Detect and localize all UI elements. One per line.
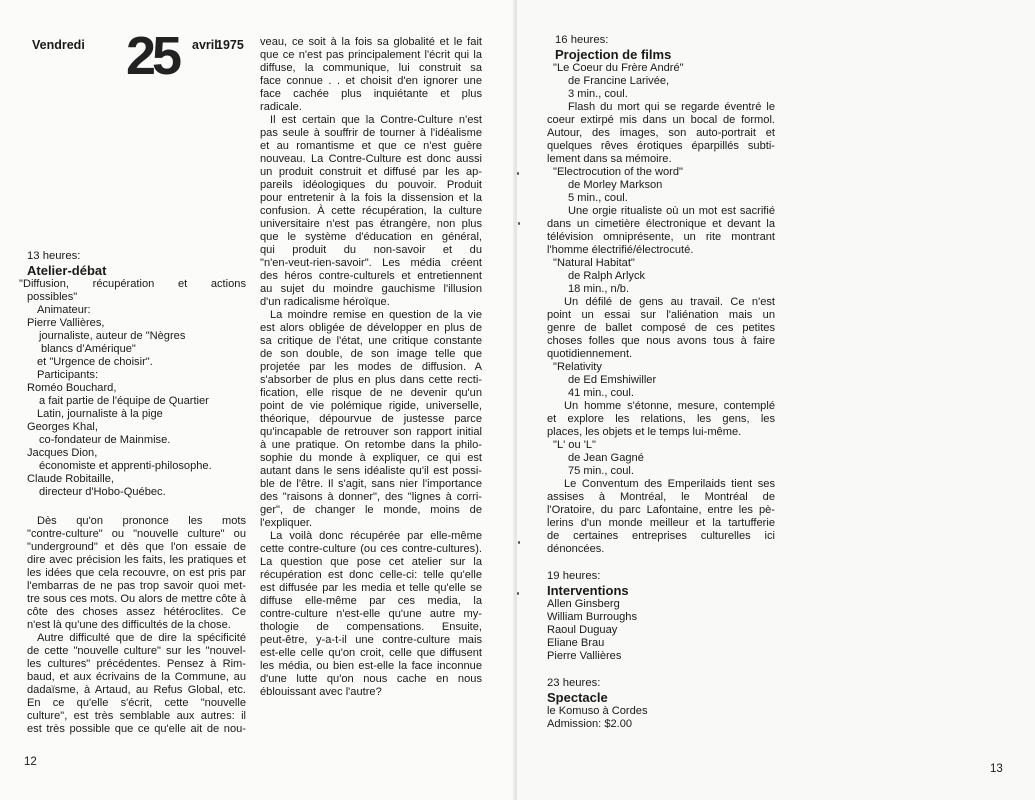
film-item: [547, 62, 775, 166]
text-line: un produit construit et diffusé par les ap-: [260, 166, 482, 178]
film-title: "Le Coeur du Frère André": [553, 62, 684, 74]
film-item: [547, 257, 775, 361]
text-line: à une pratique. On retombe dans la philo-: [260, 439, 482, 451]
text-line: l'embarras de ne pas trop savoir quoi met-: [27, 580, 246, 592]
text-line: nouveau. La Contre-Culture est donc aussi: [260, 153, 482, 165]
text-line: culture", est très semblable aux autres: il: [27, 710, 246, 722]
text-line: s'absorber de plus en plus dans cette recti-: [260, 374, 482, 386]
atelier-line: blancs d'Amérique": [41, 343, 136, 355]
film-description: lerins d'un monde meilleur et la tartufferie: [547, 517, 775, 529]
film-duration: 3 min., coul.: [568, 88, 628, 100]
film-description: Flash du mort qui se regarde éventré le: [568, 101, 775, 113]
film-description: lement dans sa mémoire.: [547, 153, 672, 165]
text-line: face connue . . et choisit d'en ignorer une: [260, 75, 482, 87]
event-time: 19 heures:: [547, 570, 601, 582]
text-line: En ce qu'elle s'écrit, cette "nouvelle: [27, 697, 246, 709]
film-description: assises à Montréal, le Montréal de: [547, 491, 775, 503]
text-line: sa critique de l'état, une critique constante: [260, 335, 482, 347]
day-of-week: Vendredi: [32, 38, 85, 52]
text-line: "contre-culture" ou "nouvelle culture" ou: [27, 528, 246, 540]
text-line: qui produit du non-savoir et du: [260, 244, 482, 256]
atelier-line: co-fondateur de Mainmise.: [39, 434, 171, 446]
text-line: que ce n'est pas principalement l'écrit qui la: [260, 49, 482, 61]
text-line: "n'en-veut-rien-savoir". Les média créent: [260, 257, 482, 269]
text-line: La voilà donc récupérée par elle-même: [270, 530, 482, 542]
atelier-line: Roméo Bouchard,: [27, 382, 117, 394]
event-title: Projection de films: [555, 47, 672, 62]
atelier-line: Pierre Vallières,: [27, 317, 105, 329]
text-line: pas seule à souffrir de tourner à l'idéalisme: [260, 127, 482, 139]
film-title: "Natural Habitat": [553, 257, 635, 269]
atelier-line: possibles": [27, 291, 78, 303]
text-line: ger", de changer le monde, moins de: [260, 504, 482, 516]
film-description: dénoncées.: [547, 543, 605, 555]
atelier-line: a fait partie de l'équipe de Quartier: [39, 395, 209, 407]
text-line: radicale.: [260, 101, 302, 113]
film-description: de certaines entreprises culturelles ici: [547, 530, 775, 542]
print-speck: [518, 541, 520, 544]
text-line: thologie de compensations. Ensuite,: [260, 621, 482, 633]
film-description: et explore les relations, les gens, les: [547, 413, 775, 425]
text-line: face cachée plus inquiétante et plus: [260, 88, 482, 100]
film-description: Autour, des images, son auto-portrait et: [547, 127, 775, 139]
atelier-column: [19, 250, 246, 736]
spectacle-line: Admission: $2.00: [547, 718, 633, 730]
text-line: diffuse elle-même par ces media, la: [260, 595, 482, 607]
text-line: baud, et aux écrivains de la Commune, au: [27, 671, 246, 683]
text-line: pareils idéologiques du pouvoir. Produit: [260, 179, 482, 191]
year: 1975: [216, 38, 244, 52]
text-line: tre sous ces mots. Ou alors de mettre côte à: [27, 593, 246, 605]
film-description: Un défilé de gens au travail. Ce n'est: [564, 296, 775, 308]
speaker-name: Eliane Brau: [547, 637, 605, 649]
film-description: télévision omniprésente, un rite montrant: [547, 231, 775, 243]
paragraph: [27, 632, 246, 736]
text-line: de son double, de son image telle que: [260, 348, 482, 360]
text-line: point de vie polémique rigide, universelle,: [260, 400, 482, 412]
film-duration: 18 min., n/b.: [568, 283, 630, 295]
film-description: l'Oratoire, du parc Lafontaine, entre les pè-: [547, 504, 775, 516]
film-title: "L' ou 'L": [553, 439, 596, 451]
film-author: de Ralph Arlyck: [568, 270, 646, 282]
text-line: récupération est donc celle-ci: telle qu'elle: [260, 569, 482, 581]
text-line: universitaire n'est pas étrangère, non plus: [260, 218, 482, 230]
film-duration: 75 min., coul.: [568, 465, 634, 477]
event-title: Spectacle: [547, 690, 608, 705]
atelier-line: Animateur:: [37, 304, 91, 316]
text-line: fication, elle risque de ne devenir qu'un: [260, 387, 482, 399]
film-description: genre de ballet composé de ces petites: [547, 322, 775, 334]
text-line: est diffusée par les media et telle qu'elle se: [260, 582, 482, 594]
film-author: de Ed Emshiwiller: [568, 374, 657, 386]
text-line: l'expliquer.: [260, 517, 313, 529]
speaker-name: William Burroughs: [547, 611, 638, 623]
paragraph: [260, 309, 482, 530]
print-speck: [518, 222, 520, 225]
print-speck: [517, 172, 519, 175]
atelier-line: et "Urgence de choisir".: [37, 356, 153, 368]
paragraph: [27, 515, 246, 632]
page-number-right: 13: [990, 763, 1003, 775]
text-line: d'une lutte qu'on nous cache en nous: [260, 673, 482, 685]
speaker-name: Raoul Duguay: [547, 624, 618, 636]
text-line: est-elle celle qu'on croit, celle que diffusent: [260, 647, 482, 659]
film-author: de Morley Markson: [568, 179, 663, 191]
interventions-section: [547, 570, 775, 663]
text-line: contre-culture n'est-elle qu'une autre my-: [260, 608, 482, 620]
program-column: [547, 34, 775, 731]
film-description: dans un cimetière électronique et devant la: [547, 218, 775, 230]
text-line: projetée par les modes de diffusion. A: [260, 361, 482, 373]
text-line: est très possible que ce qu'elle ait de nou-: [27, 723, 246, 735]
film-description: Une orgie ritualiste où un mot est sacrifié: [568, 205, 775, 217]
text-line: des "raisons à donner", des "lignes à corri-: [260, 491, 482, 503]
text-line: ble de l'être. Il s'agit, sans nier l'importance: [260, 478, 482, 490]
film-description: coeur extirpé mis dans un bocal de formol.: [547, 114, 775, 126]
film-title: "Electrocution of the word": [553, 166, 683, 178]
film-item: [547, 166, 775, 257]
film-author: de Francine Larivée,: [568, 75, 670, 87]
text-line: au sujet du moindre gauchisme l'illusion: [260, 283, 482, 295]
film-duration: 5 min., coul.: [568, 192, 628, 204]
film-item: [547, 361, 775, 439]
text-line: autant dans le sens idéaliste qu'il est possi-: [260, 465, 482, 477]
film-description: l'homme électrifié/électrocuté.: [547, 244, 694, 256]
film-description: quelques rêves érotiques éparpillés subti-: [547, 140, 775, 152]
page-number-left: 12: [24, 756, 37, 768]
text-line: sophie du monde à expliquer, ce qui est: [260, 452, 482, 464]
text-line: Autre difficulté que de dire la spécificité: [37, 632, 246, 644]
text-line: les cultures" précédentes. Pensez à Rim-: [27, 658, 246, 670]
atelier-line: économiste et apprenti-philosophe.: [39, 460, 212, 472]
paragraph: [260, 114, 482, 309]
film-description: point un essai sur l'aliénation mais un: [547, 309, 775, 321]
atelier-line: Jacques Dion,: [27, 447, 98, 459]
text-line: côte des choses assez hétéroclites. Ce: [27, 606, 246, 618]
text-line: peut-être, y-a-t-il une contre-culture mais: [260, 634, 482, 646]
film-description: Le Conventum des Emperilaids tient ses: [564, 478, 775, 490]
event-time: 16 heures:: [555, 34, 609, 46]
paragraph: [260, 530, 482, 699]
text-line: les idées que cela recouvre, on est pris par: [27, 567, 246, 579]
month: avril: [192, 38, 218, 52]
text-line: "underground" et dès que l'on essaie de: [27, 541, 246, 553]
text-line: veau, ce soit à la fois sa globalité et le fait: [260, 36, 482, 48]
atelier-line: Latin, journaliste à la pige: [37, 408, 163, 420]
text-line: que le système d'éducation en général,: [260, 231, 482, 243]
print-speck: [517, 592, 519, 595]
speaker-name: Pierre Vallières: [547, 650, 622, 662]
film-title: "Relativity: [553, 361, 602, 373]
film-author: de Jean Gagné: [568, 452, 644, 464]
atelier-line: Georges Khal,: [27, 421, 98, 433]
film-duration: 41 min., coul.: [568, 387, 634, 399]
text-line: les média, ou bien est-elle la face inconnue: [260, 660, 482, 672]
text-line: Il est certain que la Contre-Culture n'est: [270, 114, 482, 126]
event-time: 13 heures:: [27, 250, 81, 262]
text-line: confusion. À cette récupération, la culture: [260, 205, 482, 217]
text-line: n'est là qu'une des difficultés de la chose.: [27, 619, 231, 631]
text-line: et au romantisme et que ce n'est guère: [260, 140, 482, 152]
event-time: 23 heures:: [547, 677, 601, 689]
atelier-line: "Diffusion, récupération et actions: [19, 278, 246, 290]
text-line: théorique, dépourvue de justesse parce: [260, 413, 482, 425]
spectacle-section: [547, 677, 775, 731]
text-line: est alors obligée de développer en plus de: [260, 322, 482, 334]
left-page: [0, 0, 517, 800]
text-line: de cette "nouvelle culture" sur les "nouvel-: [27, 645, 246, 657]
films-section: [547, 34, 775, 556]
film-description: quotidiennement.: [547, 348, 633, 360]
essay-column: [260, 36, 482, 699]
atelier-line: Claude Robitaille,: [27, 473, 114, 485]
film-description: Un homme s'étonne, mesure, contemplé: [564, 400, 775, 412]
text-line: La moindre remise en question de la vie: [270, 309, 482, 321]
text-line: Dès qu'on prononce les mots: [37, 515, 246, 527]
text-line: diffuse, la communique, lui construit sa: [260, 62, 482, 74]
day-number: 25: [126, 26, 179, 86]
text-line: La question que pose cet atelier sur la: [260, 556, 482, 568]
film-description: choses folles que nous avons tous à faire: [547, 335, 775, 347]
atelier-line: Participants:: [37, 369, 99, 381]
text-line: des héros contre-culturels et entretiennent: [260, 270, 482, 282]
text-line: dire avec précision les faits, les pratiques et: [27, 554, 246, 566]
atelier-line: journaliste, auteur de "Nègres: [39, 330, 186, 342]
text-line: dadaïsme, à Artaud, au Refus Global, etc.: [27, 684, 246, 696]
date-header: [32, 26, 250, 86]
text-line: éblouissant avec l'autre?: [260, 686, 382, 698]
atelier-line: directeur d'Hobo-Québec.: [39, 486, 166, 498]
text-line: cette contre-culture (ou ces contre-cultures).: [260, 543, 482, 555]
film-item: [547, 439, 775, 556]
event-title: Atelier-débat: [27, 263, 107, 278]
spectacle-line: le Komuso à Cordes: [547, 705, 648, 717]
event-title: Interventions: [547, 583, 629, 598]
speaker-name: Allen Ginsberg: [547, 598, 620, 610]
text-line: qu'incapable de retrouver son rapport initial: [260, 426, 482, 438]
paragraph: [260, 36, 482, 114]
text-line: d'un radicalisme héroïque.: [260, 296, 390, 308]
text-line: pour entretenir à la fois la dissension et la: [260, 192, 482, 204]
film-description: places, les objets et le temps lui-même.: [547, 426, 742, 438]
